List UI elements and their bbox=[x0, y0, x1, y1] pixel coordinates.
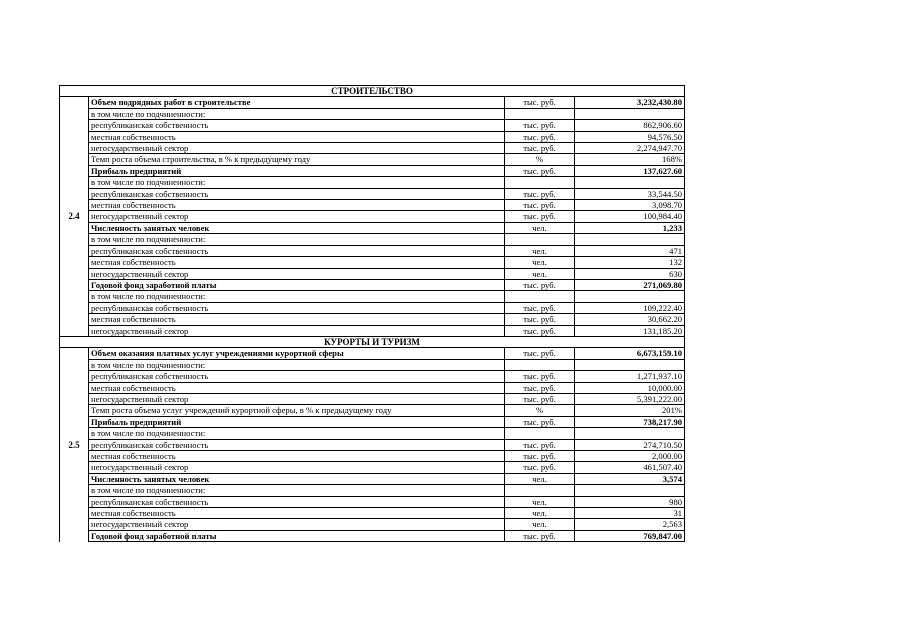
value-cell[interactable]: 1,233 bbox=[575, 222, 685, 233]
value-cell[interactable]: 137,627.60 bbox=[575, 165, 685, 176]
unit-cell[interactable] bbox=[505, 108, 575, 119]
unit-cell[interactable]: чел. bbox=[505, 245, 575, 256]
value-cell[interactable]: 274,710.50 bbox=[575, 439, 685, 450]
unit-cell[interactable]: тыс. руб. bbox=[505, 325, 575, 336]
indicator-name-cell[interactable]: Объем оказания платных услуг учреждениями курортной сферы bbox=[89, 348, 505, 359]
unit-cell[interactable]: % bbox=[505, 154, 575, 165]
table-row bbox=[60, 508, 685, 519]
value-cell[interactable]: 10,000.00 bbox=[575, 382, 685, 393]
table-row bbox=[60, 188, 685, 199]
table-row bbox=[60, 314, 685, 325]
table-row bbox=[60, 325, 685, 336]
indicator-name-cell[interactable]: в том числе по подчиненности: bbox=[89, 108, 505, 119]
unit-cell[interactable]: тыс. руб. bbox=[505, 348, 575, 359]
indicator-name-cell[interactable]: Прибыль предприятий bbox=[89, 165, 505, 176]
indicator-name-cell[interactable]: местная собственность bbox=[89, 131, 505, 142]
indicator-name-cell[interactable]: Численность занятых человек bbox=[89, 222, 505, 233]
indicator-name-cell[interactable]: в том числе по подчиненности: bbox=[89, 291, 505, 302]
unit-cell[interactable]: тыс. руб. bbox=[505, 371, 575, 382]
table-row bbox=[60, 97, 685, 108]
table-row bbox=[60, 405, 685, 416]
value-cell[interactable] bbox=[575, 485, 685, 496]
unit-cell[interactable]: чел. bbox=[505, 222, 575, 233]
value-cell[interactable]: 630 bbox=[575, 268, 685, 279]
indicator-name-cell[interactable]: негосударственный сектор bbox=[89, 143, 505, 154]
table-body bbox=[60, 86, 685, 542]
indicator-name-cell[interactable]: в том числе по подчиненности: bbox=[89, 485, 505, 496]
indicator-name-cell[interactable]: местная собственность bbox=[89, 451, 505, 462]
table-row bbox=[60, 222, 685, 233]
table-row bbox=[60, 462, 685, 473]
indicator-name-cell[interactable]: местная собственность bbox=[89, 508, 505, 519]
indicator-name-cell[interactable]: Прибыль предприятий bbox=[89, 416, 505, 427]
value-cell[interactable] bbox=[575, 177, 685, 188]
table-row bbox=[60, 302, 685, 313]
table-row bbox=[60, 473, 685, 484]
unit-cell[interactable]: тыс. руб. bbox=[505, 451, 575, 462]
value-cell[interactable]: 131,185.20 bbox=[575, 325, 685, 336]
value-cell[interactable]: 201% bbox=[575, 405, 685, 416]
unit-cell[interactable] bbox=[505, 485, 575, 496]
table-row bbox=[60, 348, 685, 359]
table-row bbox=[60, 120, 685, 131]
indicator-name-cell[interactable]: республиканская собственность bbox=[89, 496, 505, 507]
value-cell[interactable]: 100,984.40 bbox=[575, 211, 685, 222]
table-row bbox=[60, 211, 685, 222]
indicator-name-cell[interactable]: в том числе по подчиненности: bbox=[89, 359, 505, 370]
unit-cell[interactable]: тыс. руб. bbox=[505, 200, 575, 211]
indicator-name-cell[interactable]: местная собственность bbox=[89, 257, 505, 268]
table-row bbox=[60, 234, 685, 245]
table-row bbox=[60, 245, 685, 256]
table-row bbox=[60, 428, 685, 439]
indicator-name-cell[interactable]: в том числе по подчиненности: bbox=[89, 428, 505, 439]
unit-cell[interactable] bbox=[505, 177, 575, 188]
unit-cell[interactable]: тыс. руб. bbox=[505, 143, 575, 154]
value-cell[interactable]: 2,563 bbox=[575, 519, 685, 530]
section-number-cell[interactable]: 2.4 bbox=[60, 97, 89, 337]
unit-cell[interactable]: тыс. руб. bbox=[505, 131, 575, 142]
value-cell[interactable] bbox=[575, 291, 685, 302]
unit-cell[interactable]: тыс. руб. bbox=[505, 314, 575, 325]
indicator-name-cell[interactable]: местная собственность bbox=[89, 200, 505, 211]
table-row bbox=[60, 382, 685, 393]
table-row bbox=[60, 359, 685, 370]
unit-cell[interactable]: чел. bbox=[505, 519, 575, 530]
indicator-name-cell[interactable]: Темп роста объема строительства, в % к предыдущему году bbox=[89, 154, 505, 165]
value-cell[interactable]: 2,000.00 bbox=[575, 451, 685, 462]
value-cell[interactable] bbox=[575, 359, 685, 370]
indicator-name-cell[interactable]: республиканская собственность bbox=[89, 245, 505, 256]
value-cell[interactable]: 31 bbox=[575, 508, 685, 519]
table-row bbox=[60, 451, 685, 462]
section-header-row bbox=[60, 336, 685, 347]
value-cell[interactable]: 738,217.90 bbox=[575, 416, 685, 427]
indicator-name-cell[interactable]: негосударственный сектор bbox=[89, 462, 505, 473]
unit-cell[interactable]: чел. bbox=[505, 496, 575, 507]
indicator-name-cell[interactable]: негосударственный сектор bbox=[89, 393, 505, 404]
value-cell[interactable]: 6,673,159.10 bbox=[575, 348, 685, 359]
table-row bbox=[60, 279, 685, 290]
indicator-name-cell[interactable]: в том числе по подчиненности: bbox=[89, 177, 505, 188]
table-row bbox=[60, 371, 685, 382]
unit-cell[interactable]: тыс. руб. bbox=[505, 439, 575, 450]
table-row bbox=[60, 131, 685, 142]
table-row bbox=[60, 416, 685, 427]
spreadsheet-page bbox=[59, 85, 684, 542]
table-row bbox=[60, 268, 685, 279]
table-row bbox=[60, 257, 685, 268]
unit-cell[interactable]: тыс. руб. bbox=[505, 462, 575, 473]
value-cell[interactable]: 2,274,947.70 bbox=[575, 143, 685, 154]
value-cell[interactable]: 980 bbox=[575, 496, 685, 507]
indicator-name-cell[interactable]: негосударственный сектор bbox=[89, 519, 505, 530]
indicator-name-cell[interactable]: Годовой фонд заработной платы bbox=[89, 279, 505, 290]
table-row bbox=[60, 496, 685, 507]
table-row bbox=[60, 154, 685, 165]
unit-cell[interactable] bbox=[505, 359, 575, 370]
table-row bbox=[60, 177, 685, 188]
table-row bbox=[60, 108, 685, 119]
unit-cell[interactable]: тыс. руб. bbox=[505, 530, 575, 541]
value-cell[interactable]: 94,576.50 bbox=[575, 131, 685, 142]
unit-cell[interactable]: тыс. руб. bbox=[505, 416, 575, 427]
value-cell[interactable]: 1,271,937.10 bbox=[575, 371, 685, 382]
table-row bbox=[60, 439, 685, 450]
value-cell[interactable]: 3,098.70 bbox=[575, 200, 685, 211]
unit-cell[interactable]: тыс. руб. bbox=[505, 393, 575, 404]
indicator-name-cell[interactable]: Объем подрядных работ в строительстве bbox=[89, 97, 505, 108]
unit-cell[interactable]: % bbox=[505, 405, 575, 416]
table-row bbox=[60, 165, 685, 176]
value-cell[interactable] bbox=[575, 428, 685, 439]
unit-cell[interactable]: тыс. руб. bbox=[505, 382, 575, 393]
value-cell[interactable]: 769,847.00 bbox=[575, 530, 685, 541]
value-cell[interactable]: 3,574 bbox=[575, 473, 685, 484]
value-cell[interactable]: 109,222.40 bbox=[575, 302, 685, 313]
indicator-name-cell[interactable]: Годовой фонд заработной платы bbox=[89, 530, 505, 541]
indicator-name-cell[interactable]: негосударственный сектор bbox=[89, 211, 505, 222]
unit-cell[interactable]: тыс. руб. bbox=[505, 279, 575, 290]
table-row bbox=[60, 393, 685, 404]
indicator-name-cell[interactable]: республиканская собственность bbox=[89, 371, 505, 382]
table-row bbox=[60, 291, 685, 302]
unit-cell[interactable]: чел. bbox=[505, 508, 575, 519]
indicator-name-cell[interactable]: республиканская собственность bbox=[89, 120, 505, 131]
unit-cell[interactable]: тыс. руб. bbox=[505, 165, 575, 176]
section-title[interactable]: КУРОРТЫ И ТУРИЗМ bbox=[60, 336, 685, 347]
unit-cell[interactable] bbox=[505, 234, 575, 245]
indicator-name-cell[interactable]: республиканская собственность bbox=[89, 439, 505, 450]
table-row bbox=[60, 519, 685, 530]
value-cell[interactable]: 5,391,222.00 bbox=[575, 393, 685, 404]
table-row bbox=[60, 485, 685, 496]
unit-cell[interactable]: чел. bbox=[505, 268, 575, 279]
table-row bbox=[60, 200, 685, 211]
value-cell[interactable]: 168% bbox=[575, 154, 685, 165]
indicator-name-cell[interactable]: республиканская собственность bbox=[89, 302, 505, 313]
unit-cell[interactable]: тыс. руб. bbox=[505, 188, 575, 199]
unit-cell[interactable]: чел. bbox=[505, 473, 575, 484]
statistics-table bbox=[59, 85, 685, 542]
unit-cell[interactable] bbox=[505, 428, 575, 439]
table-row bbox=[60, 530, 685, 541]
unit-cell[interactable]: тыс. руб. bbox=[505, 302, 575, 313]
table-row bbox=[60, 143, 685, 154]
value-cell[interactable]: 33,544.50 bbox=[575, 188, 685, 199]
value-cell[interactable]: 271,069.80 bbox=[575, 279, 685, 290]
unit-cell[interactable]: тыс. руб. bbox=[505, 211, 575, 222]
value-cell[interactable]: 471 bbox=[575, 245, 685, 256]
section-number-cell[interactable]: 2.5 bbox=[60, 348, 89, 542]
indicator-name-cell[interactable]: Численность занятых человек bbox=[89, 473, 505, 484]
indicator-name-cell[interactable]: в том числе по подчиненности: bbox=[89, 234, 505, 245]
indicator-name-cell[interactable]: местная собственность bbox=[89, 314, 505, 325]
indicator-name-cell[interactable]: республиканская собственность bbox=[89, 188, 505, 199]
value-cell[interactable] bbox=[575, 108, 685, 119]
value-cell[interactable]: 461,507.40 bbox=[575, 462, 685, 473]
section-header-row bbox=[60, 86, 685, 97]
indicator-name-cell[interactable]: негосударственный сектор bbox=[89, 325, 505, 336]
value-cell[interactable]: 3,232,430.80 bbox=[575, 97, 685, 108]
indicator-name-cell[interactable]: Темп роста объема услуг учреждений курортной сферы, в % к предыдущему году bbox=[89, 405, 505, 416]
indicator-name-cell[interactable]: негосударственный сектор bbox=[89, 268, 505, 279]
section-title[interactable]: СТРОИТЕЛЬСТВО bbox=[60, 86, 685, 97]
indicator-name-cell[interactable]: местная собственность bbox=[89, 382, 505, 393]
unit-cell[interactable]: тыс. руб. bbox=[505, 97, 575, 108]
value-cell[interactable] bbox=[575, 234, 685, 245]
unit-cell[interactable]: тыс. руб. bbox=[505, 120, 575, 131]
value-cell[interactable]: 132 bbox=[575, 257, 685, 268]
unit-cell[interactable]: чел. bbox=[505, 257, 575, 268]
value-cell[interactable]: 30,662.20 bbox=[575, 314, 685, 325]
value-cell[interactable]: 862,906.60 bbox=[575, 120, 685, 131]
unit-cell[interactable] bbox=[505, 291, 575, 302]
